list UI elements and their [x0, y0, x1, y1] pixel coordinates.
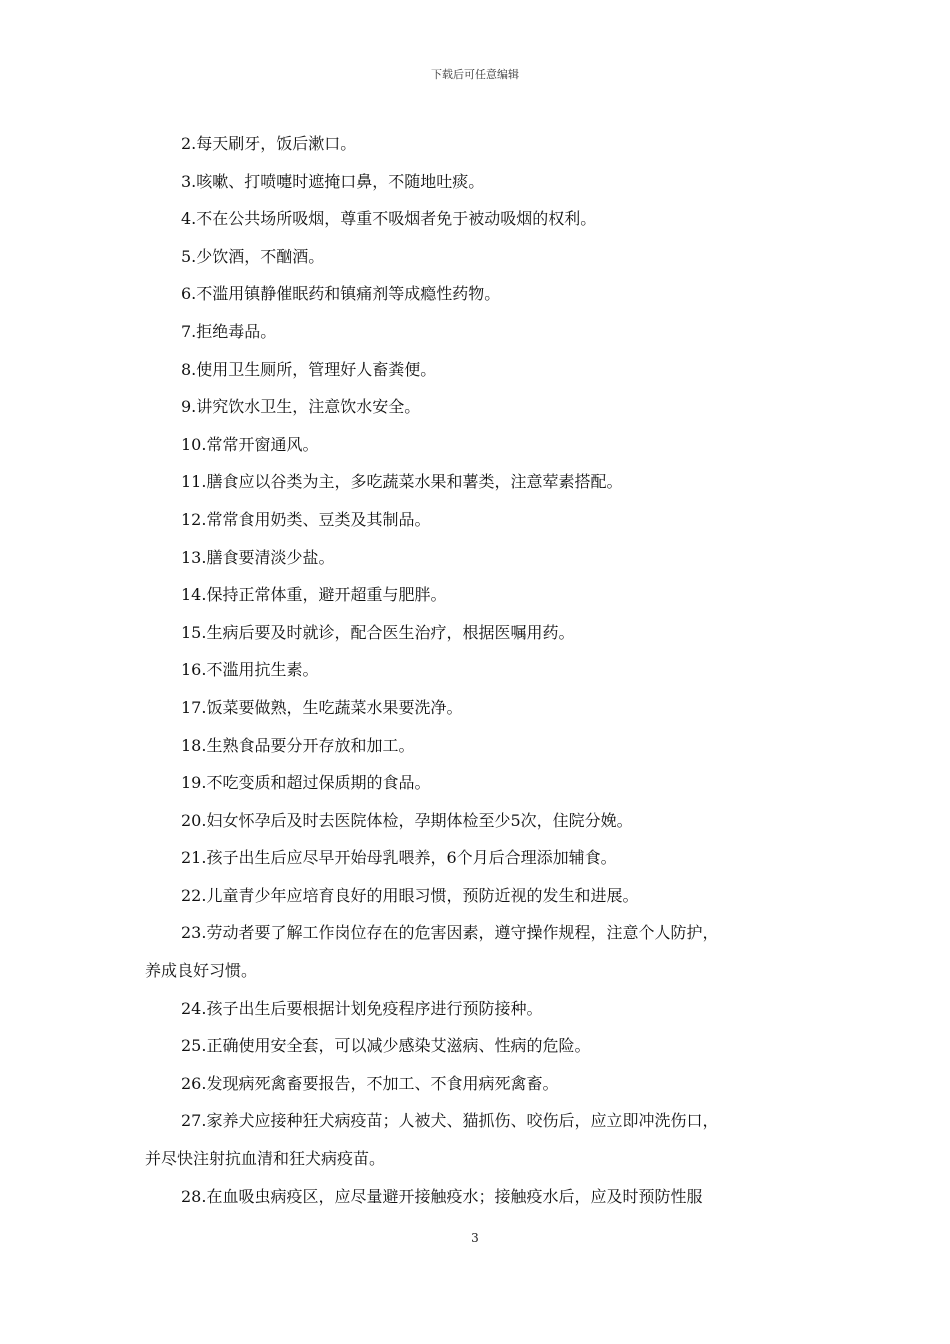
- list-item: 18.生熟食品要分开存放和加工。: [181, 735, 415, 755]
- list-item: 16.不滥用抗生素。: [181, 660, 319, 680]
- list-item-line: 23.劳动者要了解工作岗位存在的危害因素，遵守操作规程，注意个人防护，: [181, 923, 719, 943]
- list-item: 10.常常开窗通风。: [181, 434, 319, 454]
- list-item: 3.咳嗽、打喷嚏时遮掩口鼻，不随地吐痰。: [181, 171, 485, 191]
- list-item-continuation: 并尽快注射抗血清和狂犬病疫苗。: [145, 1149, 386, 1169]
- list-item: 13.膳食要清淡少盐。: [181, 547, 335, 567]
- page-number: 3: [471, 1231, 479, 1245]
- list-item: 21.孩子出生后应尽早开始母乳喂养，6个月后合理添加辅食。: [181, 848, 617, 868]
- list-item: 2.每天刷牙，饭后漱口。: [181, 134, 357, 153]
- page-header: 下载后可任意编辑: [431, 68, 519, 81]
- document-body: [145, 125, 825, 1215]
- list-item-continuation: 养成良好习惯。: [145, 961, 258, 981]
- list-item: 15.生病后要及时就诊，配合医生治疗，根据医嘱用药。: [181, 622, 575, 642]
- list-item: 28.在血吸虫病疫区，应尽量避开接触疫水；接触疫水后，应及时预防性服: [181, 1186, 703, 1206]
- list-item: 20.妇女怀孕后及时去医院体检，孕期体检至少5次，住院分娩。: [181, 810, 633, 830]
- list-item-line: 27.家养犬应接种狂犬病疫苗；人被犬、猫抓伤、咬伤后，应立即冲洗伤口，: [181, 1111, 719, 1131]
- list-item: 17.饭菜要做熟，生吃蔬菜水果要洗净。: [181, 697, 463, 717]
- list-item: 5.少饮酒，不酗酒。: [181, 246, 325, 266]
- list-item: 4.不在公共场所吸烟，尊重不吸烟者免于被动吸烟的权利。: [181, 209, 597, 229]
- list-item: 12.常常食用奶类、豆类及其制品。: [181, 509, 431, 529]
- list-item: 7.拒绝毒品。: [181, 321, 277, 341]
- list-item: 6.不滥用镇静催眠药和镇痛剂等成瘾性药物。: [181, 284, 501, 304]
- list-item: 22.儿童青少年应培育良好的用眼习惯，预防近视的发生和进展。: [181, 885, 639, 905]
- list-item: 8.使用卫生厕所，管理好人畜粪便。: [181, 359, 437, 379]
- list-item: 25.正确使用安全套，可以减少感染艾滋病、性病的危险。: [181, 1036, 591, 1056]
- list-item: 11.膳食应以谷类为主，多吃蔬菜水果和薯类，注意荤素搭配。: [181, 472, 623, 492]
- list-item: 19.不吃变质和超过保质期的食品。: [181, 773, 431, 793]
- list-item-multiline: [145, 1102, 825, 1177]
- list-item: 24.孩子出生后要根据计划免疫程序进行预防接种。: [181, 998, 543, 1018]
- list-item: 14.保持正常体重，避开超重与肥胖。: [181, 585, 447, 605]
- list-item-multiline: [145, 914, 825, 989]
- list-item: 9.讲究饮水卫生，注意饮水安全。: [181, 397, 421, 417]
- list-item: 26.发现病死禽畜要报告，不加工、不食用病死禽畜。: [181, 1073, 559, 1093]
